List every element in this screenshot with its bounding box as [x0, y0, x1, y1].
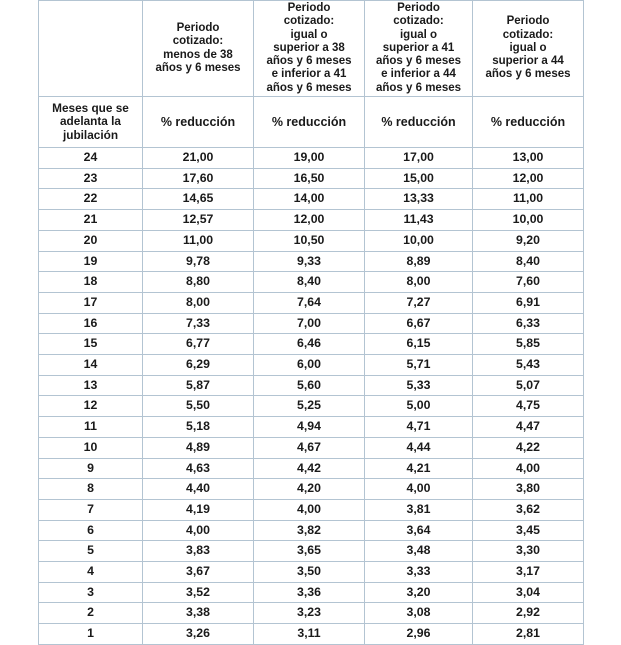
cell-pct-reduction-3: 3,08 — [365, 603, 473, 624]
cell-pct-reduction-4: 5,07 — [473, 375, 584, 396]
cell-pct-reduction-1: 8,00 — [143, 292, 254, 313]
header-cell-months-advanced — [39, 97, 143, 148]
cell-months-advanced: 4 — [39, 562, 143, 583]
header-line: % reducción — [490, 114, 566, 129]
cell-pct-reduction-3: 5,33 — [365, 375, 473, 396]
cell-pct-reduction-2: 3,36 — [254, 582, 365, 603]
cell-pct-reduction-4: 5,43 — [473, 355, 584, 376]
header-line: e inferior a 41 — [271, 68, 347, 81]
cell-pct-reduction-2: 3,65 — [254, 541, 365, 562]
cell-pct-reduction-3: 10,00 — [365, 230, 473, 251]
cell-pct-reduction-4: 3,04 — [473, 582, 584, 603]
header-line: % reducción — [160, 114, 236, 129]
cell-pct-reduction-1: 3,26 — [143, 624, 254, 645]
cell-pct-reduction-2: 3,11 — [254, 624, 365, 645]
cell-months-advanced: 3 — [39, 582, 143, 603]
cell-pct-reduction-3: 15,00 — [365, 168, 473, 189]
cell-pct-reduction-3: 2,96 — [365, 624, 473, 645]
header-line: cotizado: — [172, 35, 224, 48]
cell-pct-reduction-2: 8,40 — [254, 272, 365, 293]
header-line: igual o — [509, 41, 547, 54]
header-line: años y 6 meses — [155, 61, 241, 74]
cell-pct-reduction-3: 7,27 — [365, 292, 473, 313]
cell-pct-reduction-4: 8,40 — [473, 251, 584, 272]
header-line: % reducción — [271, 114, 347, 129]
table-row — [39, 624, 584, 645]
header-cell-pct-reduction-2 — [254, 97, 365, 148]
cell-pct-reduction-4: 3,30 — [473, 541, 584, 562]
header-line: Periodo — [176, 22, 220, 35]
cell-pct-reduction-2: 6,46 — [254, 334, 365, 355]
cell-months-advanced: 21 — [39, 210, 143, 231]
cell-pct-reduction-1: 3,83 — [143, 541, 254, 562]
table-row — [39, 230, 584, 251]
cell-pct-reduction-2: 4,00 — [254, 499, 365, 520]
header-cell-period-41-to-44 — [365, 1, 473, 97]
cell-pct-reduction-3: 3,48 — [365, 541, 473, 562]
cell-pct-reduction-1: 5,87 — [143, 375, 254, 396]
table-row — [39, 375, 584, 396]
cell-pct-reduction-3: 4,00 — [365, 479, 473, 500]
cell-pct-reduction-3: 4,21 — [365, 458, 473, 479]
cell-pct-reduction-4: 3,80 — [473, 479, 584, 500]
header-line: igual o — [399, 28, 438, 41]
cell-pct-reduction-4: 4,22 — [473, 437, 584, 458]
cell-pct-reduction-1: 4,89 — [143, 437, 254, 458]
cell-pct-reduction-1: 6,29 — [143, 355, 254, 376]
cell-pct-reduction-2: 9,33 — [254, 251, 365, 272]
cell-months-advanced: 23 — [39, 168, 143, 189]
cell-pct-reduction-3: 5,71 — [365, 355, 473, 376]
cell-pct-reduction-3: 17,00 — [365, 148, 473, 169]
table-row — [39, 148, 584, 169]
table-row — [39, 479, 584, 500]
cell-months-advanced: 20 — [39, 230, 143, 251]
header-cell-period-38-to-41 — [254, 1, 365, 97]
cell-pct-reduction-1: 7,33 — [143, 313, 254, 334]
header-line: años y 6 meses — [266, 55, 352, 68]
cell-pct-reduction-2: 10,50 — [254, 230, 365, 251]
cell-months-advanced: 8 — [39, 479, 143, 500]
header-line: Periodo — [397, 2, 440, 15]
cell-pct-reduction-2: 16,50 — [254, 168, 365, 189]
cell-pct-reduction-4: 11,00 — [473, 189, 584, 210]
cell-pct-reduction-4: 2,92 — [473, 603, 584, 624]
header-line: igual o — [290, 28, 328, 41]
cell-pct-reduction-2: 7,00 — [254, 313, 365, 334]
cell-pct-reduction-2: 4,67 — [254, 437, 365, 458]
cell-months-advanced: 6 — [39, 520, 143, 541]
cell-pct-reduction-3: 13,33 — [365, 189, 473, 210]
cell-pct-reduction-3: 5,00 — [365, 396, 473, 417]
cell-pct-reduction-1: 4,63 — [143, 458, 254, 479]
cell-months-advanced: 11 — [39, 417, 143, 438]
cell-pct-reduction-4: 2,81 — [473, 624, 584, 645]
cell-pct-reduction-2: 4,42 — [254, 458, 365, 479]
cell-months-advanced: 7 — [39, 499, 143, 520]
header-line: años y 6 meses — [375, 81, 462, 94]
cell-pct-reduction-4: 6,33 — [473, 313, 584, 334]
cell-pct-reduction-4: 4,75 — [473, 396, 584, 417]
header-line: superior a 38 — [273, 41, 345, 54]
cell-months-advanced: 18 — [39, 272, 143, 293]
cell-months-advanced: 22 — [39, 189, 143, 210]
cell-pct-reduction-4: 10,00 — [473, 210, 584, 231]
header-cell-pct-reduction-3 — [365, 97, 473, 148]
header-cell-blank — [39, 1, 143, 97]
header-cell-period-under-38 — [143, 1, 254, 97]
table-body — [39, 1, 584, 645]
cell-pct-reduction-1: 4,40 — [143, 479, 254, 500]
cell-months-advanced: 15 — [39, 334, 143, 355]
header-line: años y 6 meses — [266, 81, 352, 94]
header-line: cotizado: — [283, 15, 335, 28]
cell-pct-reduction-2: 3,50 — [254, 562, 365, 583]
cell-months-advanced: 5 — [39, 541, 143, 562]
table-row — [39, 251, 584, 272]
table-row — [39, 458, 584, 479]
cell-pct-reduction-4: 4,47 — [473, 417, 584, 438]
cell-months-advanced: 2 — [39, 603, 143, 624]
header-line: superior a 44 — [492, 55, 564, 68]
cell-pct-reduction-3: 3,20 — [365, 582, 473, 603]
cell-pct-reduction-1: 11,00 — [143, 230, 254, 251]
header-line: Meses que se — [52, 100, 129, 115]
table-row — [39, 334, 584, 355]
table-row — [39, 499, 584, 520]
table-row — [39, 292, 584, 313]
header-line: años y 6 meses — [485, 68, 571, 81]
cell-pct-reduction-1: 5,50 — [143, 396, 254, 417]
cell-months-advanced: 16 — [39, 313, 143, 334]
cell-pct-reduction-2: 3,23 — [254, 603, 365, 624]
cell-pct-reduction-1: 5,18 — [143, 417, 254, 438]
cell-pct-reduction-1: 9,78 — [143, 251, 254, 272]
cell-pct-reduction-2: 7,64 — [254, 292, 365, 313]
pension-reduction-table — [38, 0, 584, 645]
cell-pct-reduction-1: 14,65 — [143, 189, 254, 210]
cell-pct-reduction-4: 4,00 — [473, 458, 584, 479]
table-row — [39, 355, 584, 376]
cell-pct-reduction-1: 3,67 — [143, 562, 254, 583]
table-header-sub-row — [39, 97, 584, 148]
header-line: jubilación — [62, 127, 119, 142]
cell-months-advanced: 24 — [39, 148, 143, 169]
cell-pct-reduction-3: 8,89 — [365, 251, 473, 272]
cell-pct-reduction-4: 12,00 — [473, 168, 584, 189]
table-row — [39, 210, 584, 231]
cell-months-advanced: 19 — [39, 251, 143, 272]
cell-pct-reduction-1: 4,00 — [143, 520, 254, 541]
cell-pct-reduction-3: 3,81 — [365, 499, 473, 520]
cell-pct-reduction-1: 17,60 — [143, 168, 254, 189]
cell-months-advanced: 9 — [39, 458, 143, 479]
table-row — [39, 582, 584, 603]
cell-pct-reduction-3: 6,67 — [365, 313, 473, 334]
cell-pct-reduction-3: 6,15 — [365, 334, 473, 355]
cell-months-advanced: 1 — [39, 624, 143, 645]
header-cell-pct-reduction-4 — [473, 97, 584, 148]
cell-pct-reduction-2: 4,94 — [254, 417, 365, 438]
cell-pct-reduction-4: 13,00 — [473, 148, 584, 169]
cell-pct-reduction-3: 3,64 — [365, 520, 473, 541]
cell-pct-reduction-4: 5,85 — [473, 334, 584, 355]
cell-pct-reduction-2: 12,00 — [254, 210, 365, 231]
cell-pct-reduction-2: 6,00 — [254, 355, 365, 376]
header-line: cotizado: — [393, 15, 444, 28]
cell-months-advanced: 17 — [39, 292, 143, 313]
cell-pct-reduction-1: 8,80 — [143, 272, 254, 293]
cell-pct-reduction-4: 7,60 — [473, 272, 584, 293]
table-row — [39, 189, 584, 210]
cell-pct-reduction-3: 11,43 — [365, 210, 473, 231]
cell-pct-reduction-3: 8,00 — [365, 272, 473, 293]
cell-pct-reduction-2: 4,20 — [254, 479, 365, 500]
table-row — [39, 313, 584, 334]
cell-pct-reduction-2: 5,25 — [254, 396, 365, 417]
cell-pct-reduction-1: 12,57 — [143, 210, 254, 231]
cell-pct-reduction-1: 4,19 — [143, 499, 254, 520]
cell-pct-reduction-3: 4,71 — [365, 417, 473, 438]
table-row — [39, 168, 584, 189]
cell-pct-reduction-2: 19,00 — [254, 148, 365, 169]
table-row — [39, 562, 584, 583]
cell-pct-reduction-4: 9,20 — [473, 230, 584, 251]
cell-pct-reduction-4: 3,45 — [473, 520, 584, 541]
cell-months-advanced: 10 — [39, 437, 143, 458]
cell-pct-reduction-2: 3,82 — [254, 520, 365, 541]
cell-pct-reduction-3: 4,44 — [365, 437, 473, 458]
cell-months-advanced: 13 — [39, 375, 143, 396]
cell-pct-reduction-4: 3,62 — [473, 499, 584, 520]
cell-pct-reduction-1: 3,52 — [143, 582, 254, 603]
table-row — [39, 417, 584, 438]
cell-pct-reduction-4: 3,17 — [473, 562, 584, 583]
cell-months-advanced: 12 — [39, 396, 143, 417]
cell-pct-reduction-3: 3,33 — [365, 562, 473, 583]
cell-pct-reduction-2: 5,60 — [254, 375, 365, 396]
header-line: Periodo — [506, 15, 550, 28]
header-line: adelanta la — [60, 114, 121, 129]
header-line: años y 6 meses — [375, 55, 462, 68]
cell-pct-reduction-4: 6,91 — [473, 292, 584, 313]
header-line: superior a 41 — [382, 41, 455, 54]
header-line: Periodo — [287, 2, 331, 15]
table-row — [39, 396, 584, 417]
cell-months-advanced: 14 — [39, 355, 143, 376]
table-header-main-row — [39, 1, 584, 97]
table-row — [39, 272, 584, 293]
table-row — [39, 520, 584, 541]
header-line: % reducción — [381, 114, 456, 129]
header-cell-period-over-44 — [473, 1, 584, 97]
table-row — [39, 541, 584, 562]
header-cell-pct-reduction-1 — [143, 97, 254, 148]
cell-pct-reduction-1: 6,77 — [143, 334, 254, 355]
header-line: e inferior a 44 — [381, 68, 456, 81]
cell-pct-reduction-1: 21,00 — [143, 148, 254, 169]
cell-pct-reduction-2: 14,00 — [254, 189, 365, 210]
cell-pct-reduction-1: 3,38 — [143, 603, 254, 624]
table-row — [39, 437, 584, 458]
header-line: menos de 38 — [163, 48, 233, 61]
header-line: cotizado: — [502, 28, 554, 41]
